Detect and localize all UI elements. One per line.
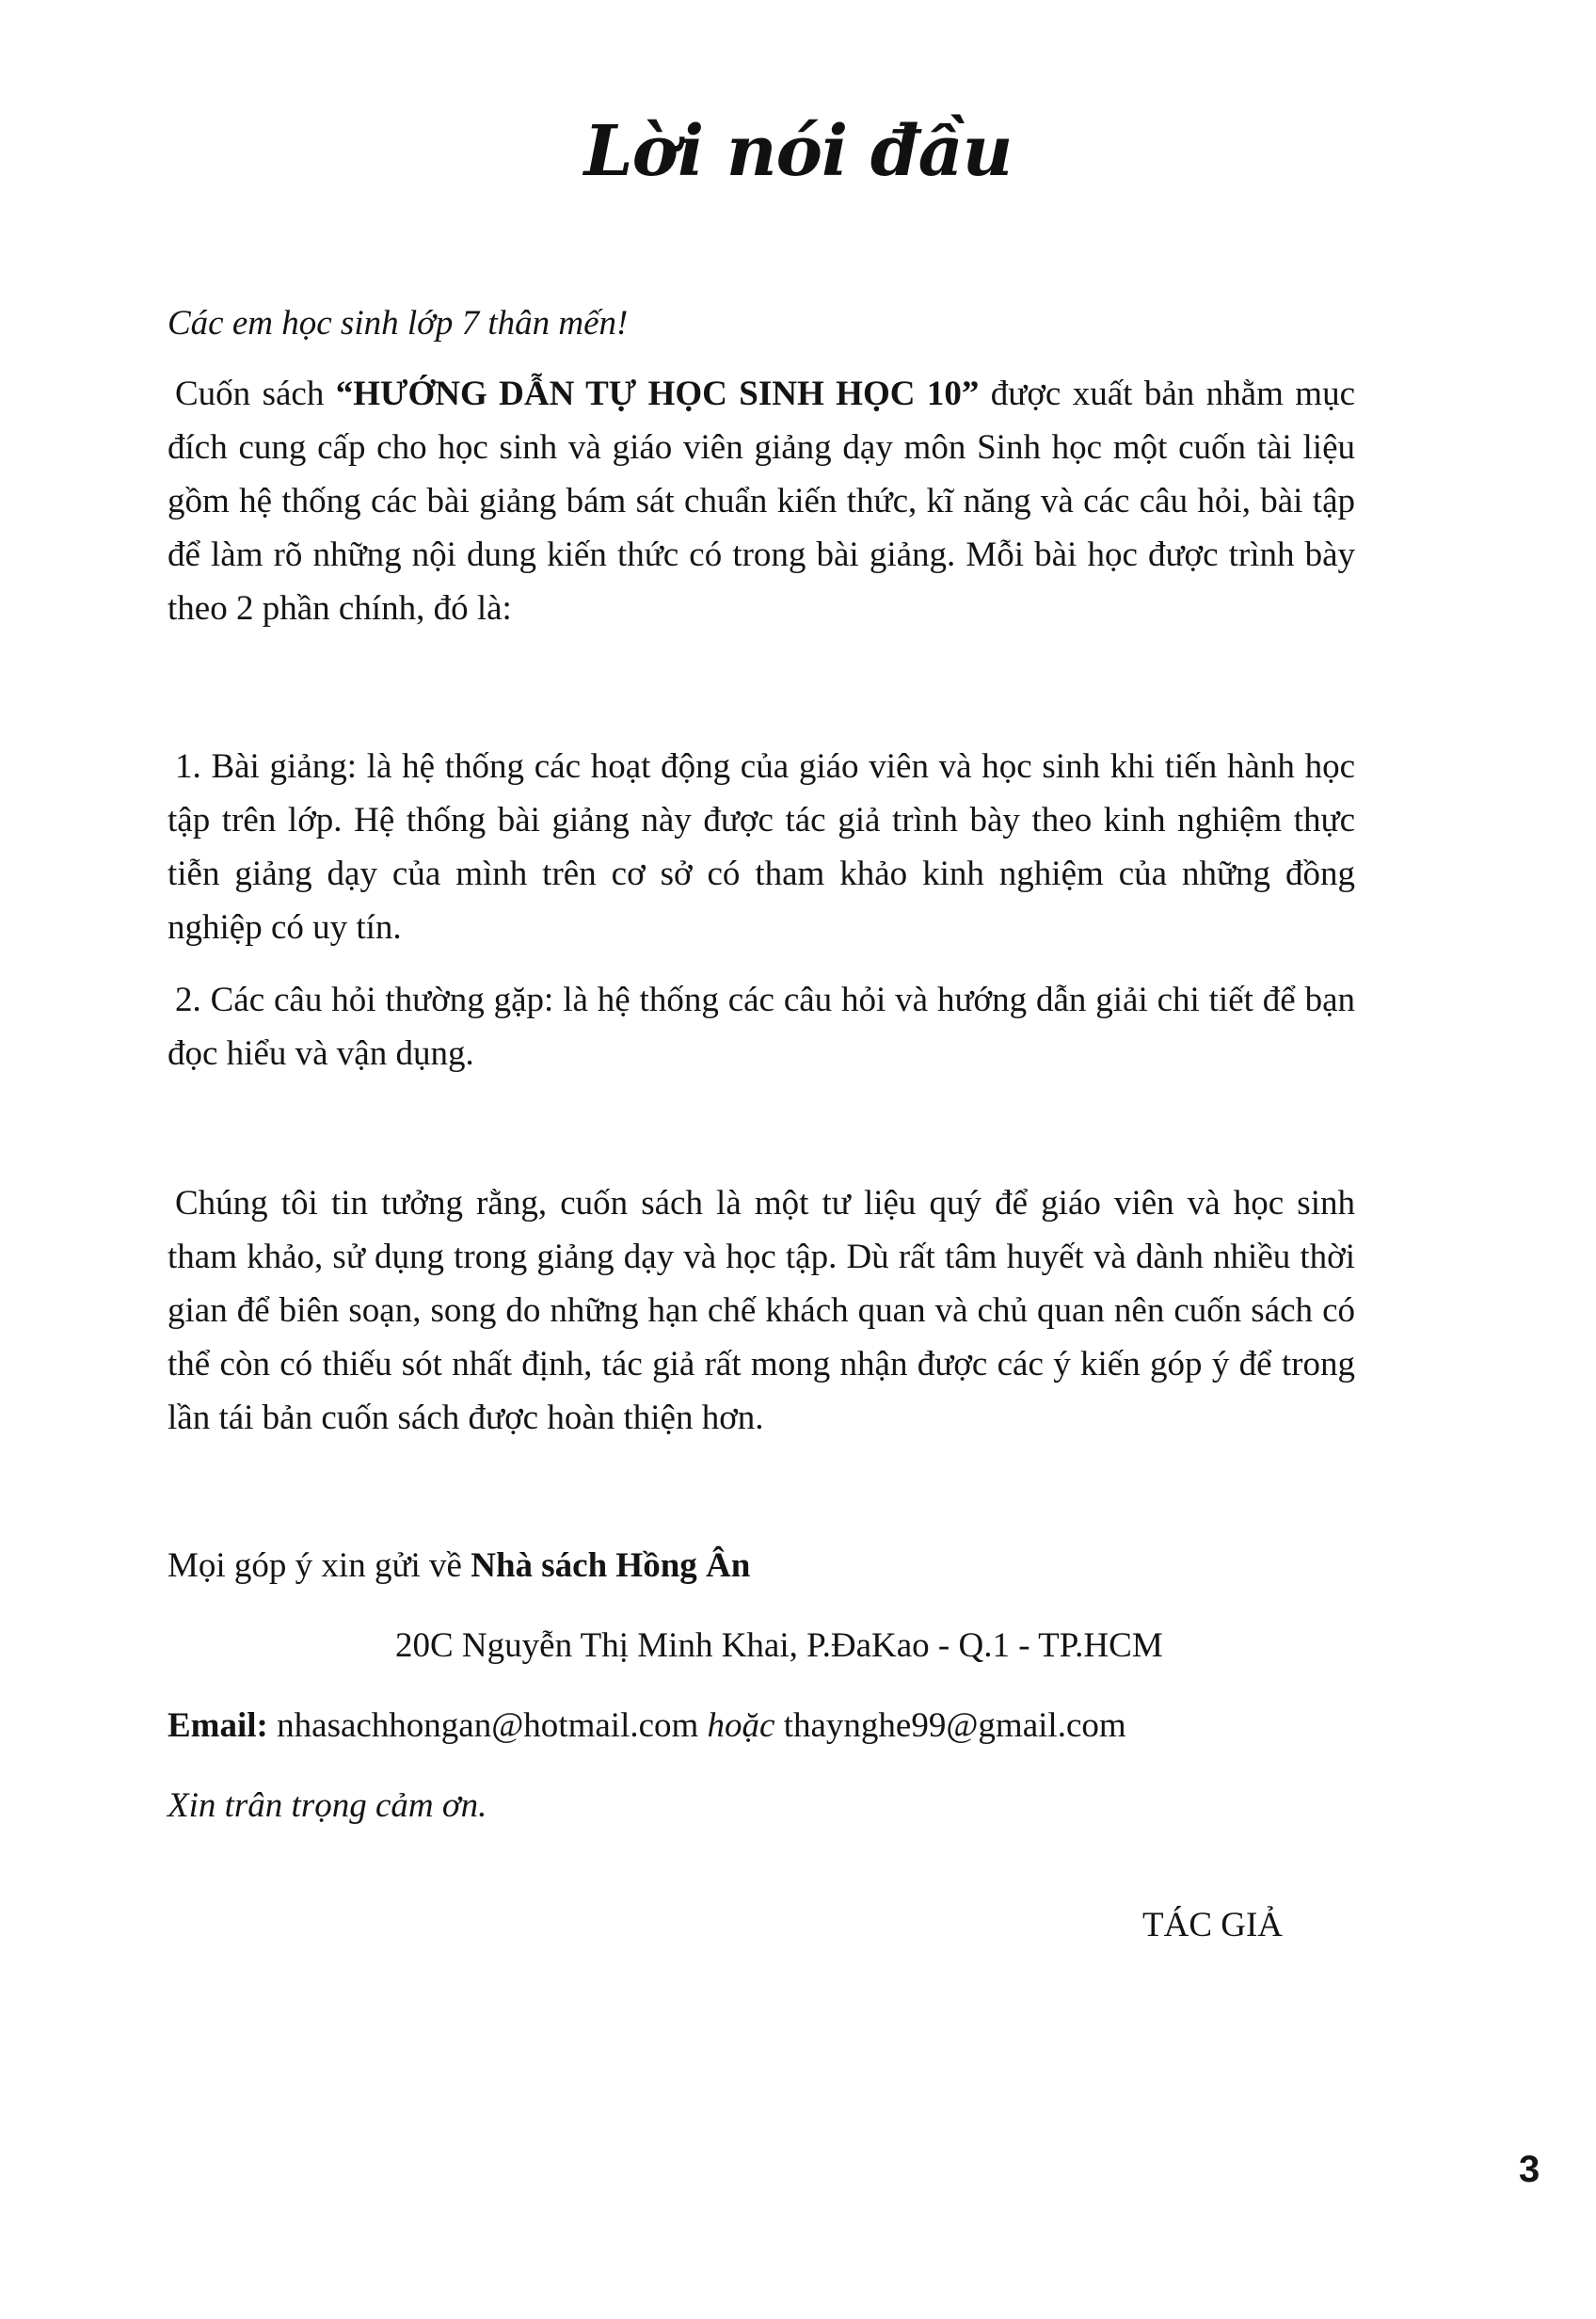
- greeting: Các em học sinh lớp 7 thân mến!: [168, 304, 629, 343]
- intro-suffix: được xuất bản nhằm mục đích cung cấp cho học sinh và giáo viên giảng dạy môn Sinh học một cuốn tài liệu gồm hệ thống các bài giảng bám sát chuẩn kiến thức, kĩ năng và các câu hỏi, bài tập để làm rõ những nội dung kiến thức có trong bài giảng. Mỗi bài học được trình bày theo 2 phần chính, đó là:: [168, 375, 1355, 628]
- author-signature: TÁC GIẢ: [1142, 1906, 1284, 1944]
- intro-prefix: Cuốn sách: [175, 375, 336, 413]
- list-item: 2. Các câu hỏi thường gặp: là hệ thống các câu hỏi và hướng dẫn giải chi tiết để bạn đọc hiểu và vận dụng.: [168, 981, 1355, 1073]
- email-line: [168, 1699, 1355, 1752]
- publisher-name: Nhà sách Hồng Ân: [471, 1546, 751, 1585]
- page-title: Lời nói đầu: [583, 111, 1013, 192]
- email-label: Email:: [168, 1706, 268, 1745]
- email-primary: nhasachhongan@hotmail.com: [267, 1706, 708, 1745]
- publisher-address: 20C Nguyễn Thị Minh Khai, P.ĐaKao - Q.1 - TP.HCM: [395, 1626, 1163, 1665]
- list-item: 1. Bài giảng: là hệ thống các hoạt động của giáo viên và học sinh khi tiến hành học tập trên lớp. Hệ thống bài giảng này được tác giả trình bày theo kinh nghiệm thực tiễn giảng dạy của mình trên cơ sở có tham khảo kinh nghiệm của những đồng nghiệp có uy tín.: [168, 747, 1355, 947]
- page-number: 3: [1519, 2149, 1540, 2190]
- intro-paragraph: [168, 367, 1355, 635]
- book-title: “HƯỚNG DẪN TỰ HỌC SINH HỌC 10”: [335, 375, 980, 413]
- contact-line: [168, 1539, 1355, 1592]
- contact-prefix: Mọi góp ý xin gửi về: [168, 1546, 471, 1585]
- thanks-line: Xin trân trọng cảm ơn.: [168, 1786, 487, 1825]
- closing-paragraph: Chúng tôi tin tưởng rằng, cuốn sách là một tư liệu quý để giáo viên và học sinh tham khảo, sử dụng trong giảng dạy và học tập. Dù rất tâm huyết và dành nhiều thời gian để biên soạn, song do những hạn chế khách quan và chủ quan nên cuốn sách có thể còn có thiếu sót nhất định, tác giả rất mong nhận được các ý kiến góp ý để trong lần tái bản cuốn sách được hoàn thiện hơn.: [168, 1184, 1355, 1437]
- email-or: hoặc: [707, 1706, 775, 1745]
- email-secondary: thaynghe99@gmail.com: [774, 1706, 1126, 1745]
